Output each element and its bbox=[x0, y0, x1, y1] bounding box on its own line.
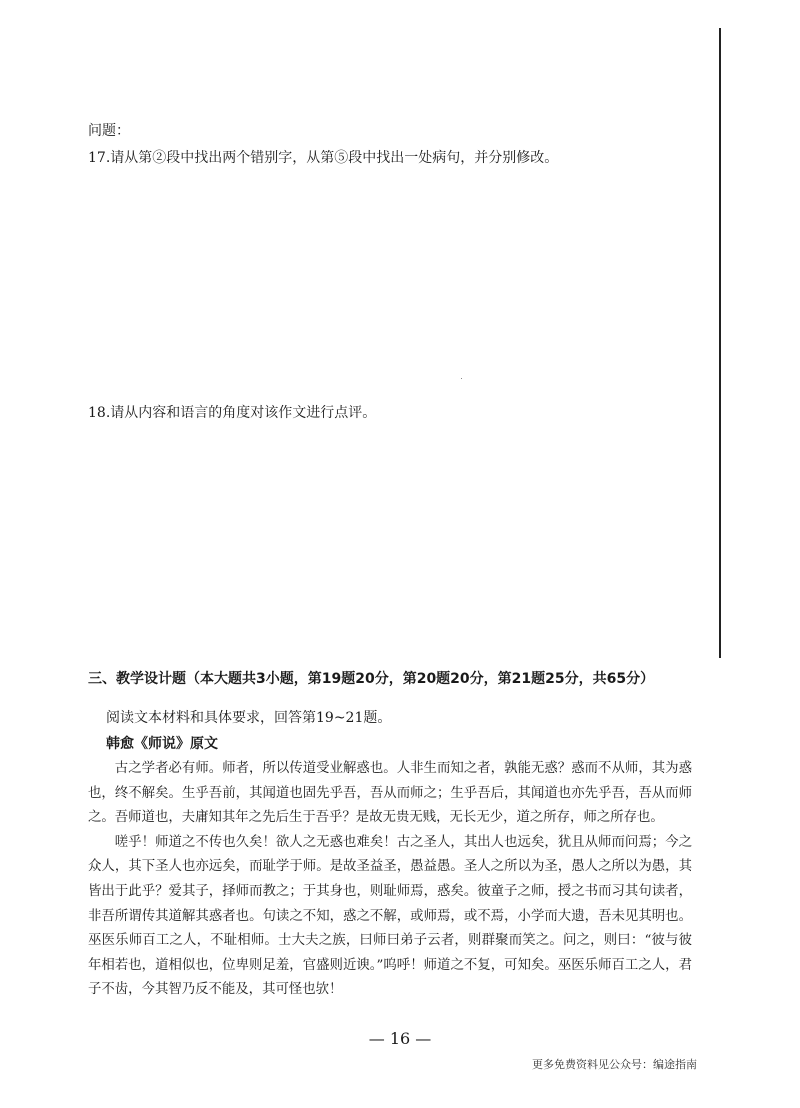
page-number: — 16 — bbox=[368, 1029, 432, 1048]
footer-note: 更多免费资料见公众号：编途指南 bbox=[532, 1058, 697, 1071]
section-heading: 三、教学设计题（本大题共3小题，第19题20分，第20题20分，第21题25分，共65分） bbox=[88, 671, 655, 687]
section-instruction: 阅读文本材料和具体要求，回答第19~21题。 bbox=[106, 710, 392, 726]
passage-paragraph-2: 嗟乎！师道之不传也久矣！欲人之无惑也难矣！古之圣人，其出人也远矣，犹且从师而问焉；今之众人，其下圣人也亦远矣，而耻学于师。是故圣益圣，愚益愚。圣人之所以为圣，愚人之所以为愚，其皆出于此乎？爱其子，择师而教之；于其身也，则耻师焉，惑矣。彼童子之师，授之书而习其句读者，非吾所谓传其道解其惑者也。句读之不知，惑之不解，或师焉，或不焉，小学而大遗，吾未见其明也。巫医乐师百工之人，不耻相师。士大夫之族，曰师曰弟子云者，则群聚而笑之。问之，则曰：“彼与彼年相若也，道相似也，位卑则足羞，官盛则近谀。”呜呼！师道之不复，可知矣。巫医乐师百工之人，君子不齿，今其智乃反不能及，其可怪也欤！ bbox=[88, 834, 692, 998]
question-17: 17.请从第②段中找出两个错别字，从第⑤段中找出一处病句，并分别修改。 bbox=[88, 150, 559, 166]
scan-edge-line bbox=[719, 28, 721, 658]
text-title: 韩愈《师说》原文 bbox=[106, 736, 218, 752]
questions-prefix: 问题： bbox=[88, 123, 130, 139]
passage-paragraph-1: 古之学者必有师。师者，所以传道受业解惑也。人非生而知之者，孰能无惑？惑而不从师，其为惑也，终不解矣。生乎吾前，其闻道也固先乎吾，吾从而师之；生乎吾后，其闻道也亦先乎吾，吾从而师之。吾师道也，夫庸知其年之先后生于吾乎？是故无贵无贱，无长无少，道之所存，师之所存也。 bbox=[88, 761, 692, 826]
scan-speck bbox=[461, 378, 462, 379]
passage bbox=[88, 757, 692, 1003]
question-18: 18.请从内容和语言的角度对该作文进行点评。 bbox=[88, 405, 377, 421]
